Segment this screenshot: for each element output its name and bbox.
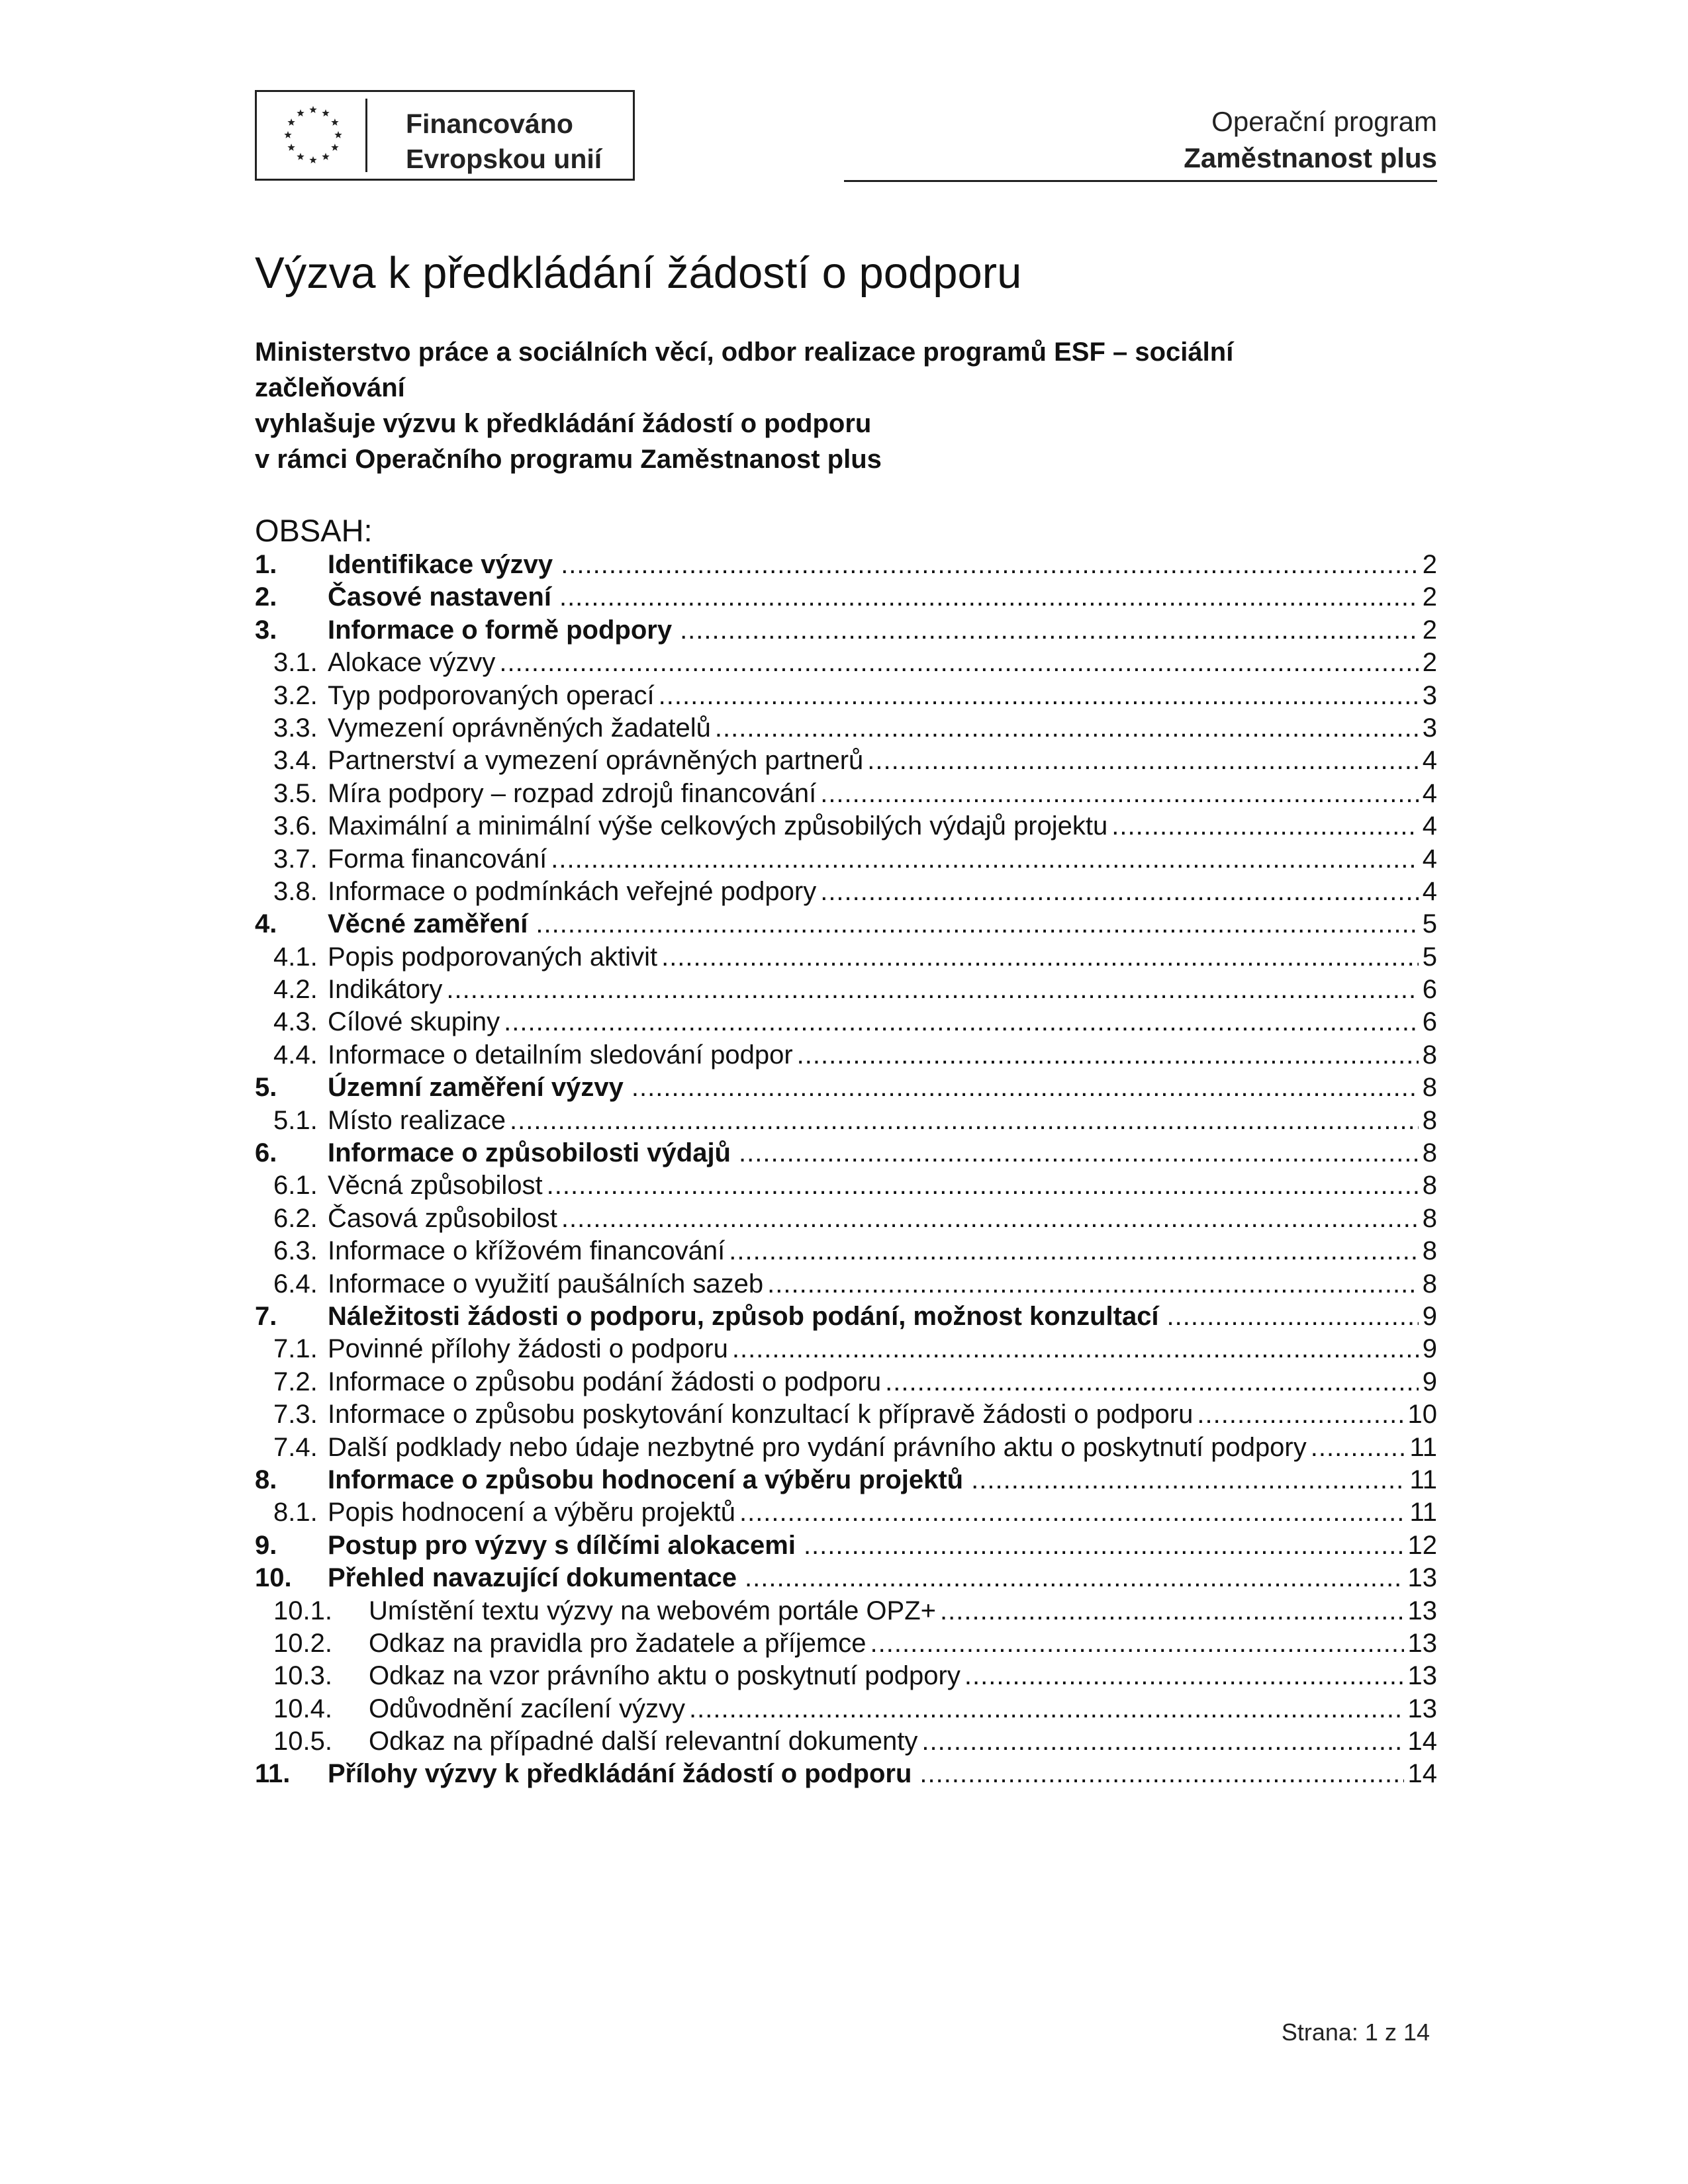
toc-entry-number: 3.3. bbox=[273, 713, 318, 743]
toc-dot-leader bbox=[559, 581, 1419, 614]
toc-entry[interactable] bbox=[255, 1300, 1437, 1333]
toc-entry-label: Postup pro výzvy s dílčími alokacemi bbox=[328, 1530, 796, 1560]
toc-entry-page: 8 bbox=[1422, 1138, 1437, 1168]
toc-entry-number: 10.1. bbox=[273, 1596, 332, 1625]
toc-entry-label: Cílové skupiny bbox=[328, 1007, 500, 1037]
toc-entry-label: Maximální a minimální výše celkových způsobilých výdajů projektu bbox=[328, 811, 1108, 841]
toc-entry-number: 4. bbox=[255, 909, 277, 939]
toc-entry-number: 10.4. bbox=[273, 1694, 332, 1723]
toc-entry[interactable] bbox=[255, 1039, 1437, 1071]
toc-entry-page: 12 bbox=[1407, 1530, 1437, 1560]
toc-entry[interactable] bbox=[255, 941, 1437, 974]
toc-entry-page: 11 bbox=[1409, 1498, 1437, 1527]
toc-entry[interactable] bbox=[255, 1366, 1437, 1398]
toc-entry-page: 2 bbox=[1422, 550, 1437, 579]
toc-entry-page: 3 bbox=[1422, 680, 1437, 710]
toc-entry[interactable] bbox=[255, 1071, 1437, 1104]
toc-entry-page: 11 bbox=[1409, 1432, 1437, 1462]
toc-entry-label: Povinné přílohy žádosti o podporu bbox=[328, 1334, 728, 1364]
toc-dot-leader bbox=[767, 1268, 1419, 1300]
toc-dot-leader bbox=[919, 1758, 1403, 1790]
toc-entry-label: Vymezení oprávněných žadatelů bbox=[328, 713, 711, 743]
toc-entry[interactable] bbox=[255, 1398, 1437, 1431]
toc-dot-leader bbox=[536, 908, 1418, 940]
toc-dot-leader bbox=[499, 647, 1418, 679]
toc-entry-label: Přílohy výzvy k předkládání žádostí o podporu bbox=[328, 1759, 912, 1789]
intro-line1: Ministerstvo práce a sociálních věcí, odbor realizace programů ESF – sociální začleňování bbox=[255, 338, 1234, 402]
toc-entry-number: 5.1. bbox=[273, 1105, 318, 1135]
toc-entry[interactable] bbox=[255, 778, 1437, 810]
toc-entry[interactable] bbox=[255, 549, 1437, 581]
toc-entry[interactable] bbox=[255, 1432, 1437, 1464]
toc-entry-number: 2. bbox=[255, 582, 277, 612]
toc-entry-number: 8. bbox=[255, 1465, 277, 1494]
toc-dot-leader bbox=[661, 941, 1419, 974]
header-rule bbox=[844, 180, 1437, 182]
toc-entry-page: 13 bbox=[1407, 1694, 1437, 1723]
toc-entry-label: Partnerství a vymezení oprávněných partnerů bbox=[328, 746, 864, 776]
toc-entry-number: 8.1. bbox=[273, 1498, 318, 1527]
toc-entry-number: 7.3. bbox=[273, 1400, 318, 1430]
toc-entry[interactable] bbox=[255, 1595, 1437, 1627]
eu-logo-text bbox=[406, 107, 602, 177]
intro-line3: v rámci Operačního programu Zaměstnanost plus bbox=[255, 445, 882, 474]
toc-entry-label: Forma financování bbox=[328, 844, 547, 874]
toc-entry[interactable] bbox=[255, 1333, 1437, 1365]
toc-entry-page: 2 bbox=[1422, 648, 1437, 678]
toc-entry[interactable] bbox=[255, 876, 1437, 908]
toc-entry-label: Informace o detailním sledování podpor bbox=[328, 1040, 793, 1069]
toc-entry[interactable] bbox=[255, 1660, 1437, 1692]
toc-entry-number: 3. bbox=[255, 615, 277, 645]
toc-entry[interactable] bbox=[255, 908, 1437, 940]
toc-entry-number: 11. bbox=[255, 1759, 291, 1789]
toc-entry-page: 10 bbox=[1407, 1400, 1437, 1430]
toc-dot-leader bbox=[729, 1235, 1418, 1267]
toc-entry-page: 9 bbox=[1422, 1334, 1437, 1364]
table-of-contents bbox=[255, 549, 1437, 1791]
toc-entry-label: Informace o využití paušálních sazeb bbox=[328, 1269, 764, 1298]
toc-entry-page: 2 bbox=[1422, 582, 1437, 612]
toc-dot-leader bbox=[804, 1529, 1404, 1562]
intro-paragraph bbox=[255, 334, 1314, 477]
toc-dot-leader bbox=[561, 1203, 1419, 1235]
eu-star-icon bbox=[284, 131, 291, 138]
toc-entry-label: Územní zaměření výzvy bbox=[328, 1073, 624, 1103]
toc-dot-leader bbox=[739, 1137, 1419, 1169]
toc-entry-label: Věcné zaměření bbox=[328, 909, 528, 939]
toc-entry-number: 3.8. bbox=[273, 876, 318, 906]
toc-dot-leader bbox=[921, 1725, 1403, 1758]
toc-entry-label: Informace o způsobu poskytování konzultací k přípravě žádosti o podporu bbox=[328, 1400, 1194, 1430]
toc-entry-label: Alokace výzvy bbox=[328, 648, 496, 678]
toc-entry-number: 7.4. bbox=[273, 1432, 318, 1462]
toc-entry[interactable] bbox=[255, 843, 1437, 876]
toc-entry-label: Přehled navazující dokumentace bbox=[328, 1563, 737, 1593]
toc-entry-page: 6 bbox=[1422, 1007, 1437, 1037]
toc-dot-leader bbox=[820, 876, 1419, 908]
toc-entry[interactable] bbox=[255, 1725, 1437, 1758]
toc-entry-page: 4 bbox=[1422, 811, 1437, 841]
toc-entry-label: Odkaz na vzor právního aktu o poskytnutí podpory bbox=[369, 1661, 961, 1691]
toc-dot-leader bbox=[659, 680, 1419, 712]
toc-entry-label: Další podklady nebo údaje nezbytné pro vydání právního aktu o poskytnutí podpory bbox=[328, 1432, 1307, 1462]
toc-entry[interactable] bbox=[255, 1529, 1437, 1562]
eu-star-icon bbox=[287, 118, 295, 126]
toc-entry[interactable] bbox=[255, 1562, 1437, 1594]
toc-dot-leader bbox=[551, 843, 1418, 876]
toc-dot-leader bbox=[632, 1071, 1419, 1104]
toc-entry-number: 7. bbox=[255, 1301, 277, 1331]
toc-entry-number: 10.2. bbox=[273, 1628, 332, 1658]
toc-dot-leader bbox=[561, 549, 1419, 581]
toc-entry[interactable] bbox=[255, 647, 1437, 679]
eu-star-icon bbox=[334, 131, 342, 138]
toc-entry[interactable] bbox=[255, 974, 1437, 1006]
toc-entry[interactable] bbox=[255, 745, 1437, 777]
eu-star-icon bbox=[331, 118, 338, 126]
toc-entry-label: Odkaz na případné další relevantní dokumenty bbox=[369, 1727, 918, 1756]
toc-entry-page: 8 bbox=[1422, 1171, 1437, 1201]
eu-logo-line2: Evropskou unií bbox=[406, 144, 602, 174]
toc-entry[interactable] bbox=[255, 1105, 1437, 1137]
toc-entry-number: 6.3. bbox=[273, 1236, 318, 1266]
eu-star-icon bbox=[287, 144, 295, 151]
toc-dot-leader bbox=[1111, 810, 1418, 842]
toc-entry-number: 6.2. bbox=[273, 1203, 318, 1233]
toc-entry[interactable] bbox=[255, 1464, 1437, 1496]
toc-entry-number: 6.1. bbox=[273, 1171, 318, 1201]
toc-entry-number: 4.2. bbox=[273, 975, 318, 1005]
toc-entry[interactable] bbox=[255, 1496, 1437, 1529]
eu-star-icon bbox=[297, 153, 304, 160]
toc-dot-leader bbox=[732, 1333, 1419, 1365]
toc-entry-number: 6.4. bbox=[273, 1269, 318, 1298]
toc-entry-page: 11 bbox=[1409, 1465, 1437, 1494]
toc-entry-label: Odůvodnění zacílení výzvy bbox=[369, 1694, 686, 1723]
toc-entry-label: Věcná způsobilost bbox=[328, 1171, 543, 1201]
op-logo-line1: Operační program bbox=[1211, 106, 1437, 137]
toc-entry-page: 8 bbox=[1422, 1040, 1437, 1069]
toc-entry[interactable] bbox=[255, 1169, 1437, 1202]
toc-entry-number: 7.1. bbox=[273, 1334, 318, 1364]
toc-entry-page: 8 bbox=[1422, 1073, 1437, 1103]
toc-heading: OBSAH: bbox=[255, 513, 373, 548]
toc-entry-number: 3.4. bbox=[273, 746, 318, 776]
toc-entry-label: Časové nastavení bbox=[328, 582, 551, 612]
toc-dot-leader bbox=[446, 974, 1418, 1006]
eu-star-icon bbox=[322, 153, 329, 160]
toc-entry[interactable] bbox=[255, 1268, 1437, 1300]
toc-entry-label: Místo realizace bbox=[328, 1105, 506, 1135]
eu-logo-line1: Financováno bbox=[406, 109, 573, 139]
toc-dot-leader bbox=[547, 1169, 1419, 1202]
toc-entry-label: Identifikace výzvy bbox=[328, 550, 553, 579]
toc-dot-leader bbox=[971, 1464, 1405, 1496]
op-logo-line2: Zaměstnanost plus bbox=[1184, 142, 1437, 173]
toc-entry-page: 4 bbox=[1422, 746, 1437, 776]
toc-dot-leader bbox=[689, 1693, 1403, 1725]
toc-entry-page: 13 bbox=[1407, 1596, 1437, 1625]
toc-entry-number: 9. bbox=[255, 1530, 277, 1560]
toc-entry-page: 4 bbox=[1422, 876, 1437, 906]
toc-entry-page: 5 bbox=[1422, 909, 1437, 939]
toc-entry-label: Informace o způsobilosti výdajů bbox=[328, 1138, 731, 1168]
toc-entry-label: Informace o podmínkách veřejné podpory bbox=[328, 876, 817, 906]
toc-entry-page: 8 bbox=[1422, 1236, 1437, 1266]
page-title: Výzva k předkládání žádostí o podporu bbox=[255, 248, 1022, 298]
eu-star-icon bbox=[331, 144, 338, 151]
toc-entry-page: 8 bbox=[1422, 1105, 1437, 1135]
toc-dot-leader bbox=[867, 745, 1418, 777]
toc-entry-page: 4 bbox=[1422, 844, 1437, 874]
eu-star-icon bbox=[322, 109, 329, 116]
toc-dot-leader bbox=[1167, 1300, 1419, 1333]
toc-entry-label: Popis podporovaných aktivit bbox=[328, 942, 658, 972]
toc-entry-page: 9 bbox=[1422, 1301, 1437, 1331]
intro-line2: vyhlašuje výzvu k předkládání žádostí o podporu bbox=[255, 409, 872, 438]
toc-entry[interactable] bbox=[255, 1137, 1437, 1169]
toc-entry-number: 10.3. bbox=[273, 1661, 332, 1691]
toc-entry[interactable] bbox=[255, 1758, 1437, 1790]
toc-entry-page: 9 bbox=[1422, 1367, 1437, 1396]
toc-entry-number: 4.3. bbox=[273, 1007, 318, 1037]
toc-dot-leader bbox=[940, 1595, 1403, 1627]
toc-entry-page: 14 bbox=[1407, 1759, 1437, 1789]
toc-entry-number: 3.7. bbox=[273, 844, 318, 874]
toc-entry-label: Informace o formě podpory bbox=[328, 615, 673, 645]
toc-entry[interactable] bbox=[255, 1627, 1437, 1660]
toc-entry-label: Typ podporovaných operací bbox=[328, 680, 655, 710]
toc-entry[interactable] bbox=[255, 1203, 1437, 1235]
toc-entry-label: Informace o způsobu podání žádosti o podporu bbox=[328, 1367, 882, 1396]
page-number: Strana: 1 z 14 bbox=[1281, 2019, 1430, 2046]
toc-entry-label: Umístění textu výzvy na webovém portále OPZ+ bbox=[369, 1596, 937, 1625]
toc-entry-page: 2 bbox=[1422, 615, 1437, 645]
toc-entry-number: 1. bbox=[255, 550, 277, 579]
toc-entry-number: 10. bbox=[255, 1563, 292, 1593]
toc-entry-label: Náležitosti žádosti o podporu, způsob podání, možnost konzultací bbox=[328, 1301, 1159, 1331]
eu-star-icon bbox=[309, 156, 316, 163]
toc-entry-label: Informace o křížovém financování bbox=[328, 1236, 726, 1266]
toc-entry-label: Indikátory bbox=[328, 975, 443, 1005]
toc-entry-number: 7.2. bbox=[273, 1367, 318, 1396]
eu-flag-icon bbox=[263, 99, 367, 172]
toc-entry-page: 4 bbox=[1422, 778, 1437, 808]
toc-dot-leader bbox=[1197, 1398, 1403, 1431]
toc-dot-leader bbox=[745, 1562, 1404, 1594]
toc-entry-label: Časová způsobilost bbox=[328, 1203, 557, 1233]
toc-entry-number: 3.2. bbox=[273, 680, 318, 710]
toc-entry-label: Odkaz na pravidla pro žadatele a příjemce bbox=[369, 1628, 867, 1658]
toc-entry-number: 4.4. bbox=[273, 1040, 318, 1069]
toc-entry-number: 5. bbox=[255, 1073, 277, 1103]
toc-entry-page: 8 bbox=[1422, 1203, 1437, 1233]
toc-entry-page: 13 bbox=[1407, 1661, 1437, 1691]
toc-dot-leader bbox=[510, 1105, 1419, 1137]
toc-dot-leader bbox=[504, 1006, 1419, 1038]
toc-dot-leader bbox=[739, 1496, 1406, 1529]
toc-entry-label: Informace o způsobu hodnocení a výběru projektů bbox=[328, 1465, 964, 1494]
toc-dot-leader bbox=[964, 1660, 1404, 1692]
toc-entry-label: Popis hodnocení a výběru projektů bbox=[328, 1498, 735, 1527]
toc-entry-number: 3.6. bbox=[273, 811, 318, 841]
toc-dot-leader bbox=[1311, 1432, 1406, 1464]
toc-entry-page: 14 bbox=[1407, 1727, 1437, 1756]
toc-entry-page: 13 bbox=[1407, 1563, 1437, 1593]
toc-entry[interactable] bbox=[255, 712, 1437, 745]
toc-entry-page: 8 bbox=[1422, 1269, 1437, 1298]
toc-entry-page: 6 bbox=[1422, 975, 1437, 1005]
toc-entry-number: 6. bbox=[255, 1138, 277, 1168]
toc-dot-leader bbox=[885, 1366, 1419, 1398]
toc-entry[interactable] bbox=[255, 810, 1437, 842]
toc-entry-page: 3 bbox=[1422, 713, 1437, 743]
toc-dot-leader bbox=[715, 712, 1419, 745]
toc-entry-number: 4.1. bbox=[273, 942, 318, 972]
toc-entry-label: Míra podpory – rozpad zdrojů financování bbox=[328, 778, 817, 808]
toc-entry[interactable] bbox=[255, 1693, 1437, 1725]
eu-funding-logo bbox=[255, 90, 635, 181]
toc-dot-leader bbox=[870, 1627, 1404, 1660]
toc-entry[interactable] bbox=[255, 1006, 1437, 1038]
toc-dot-leader bbox=[680, 614, 1419, 647]
toc-entry-number: 3.5. bbox=[273, 778, 318, 808]
toc-entry-page: 5 bbox=[1422, 942, 1437, 972]
toc-entry-page: 13 bbox=[1407, 1628, 1437, 1658]
toc-dot-leader bbox=[797, 1039, 1419, 1071]
toc-entry[interactable] bbox=[255, 581, 1437, 614]
eu-star-icon bbox=[297, 109, 304, 116]
toc-entry[interactable] bbox=[255, 680, 1437, 712]
toc-entry[interactable] bbox=[255, 1235, 1437, 1267]
toc-entry[interactable] bbox=[255, 614, 1437, 647]
eu-star-icon bbox=[309, 106, 316, 113]
toc-entry-number: 10.5. bbox=[273, 1727, 332, 1756]
toc-entry-number: 3.1. bbox=[273, 648, 318, 678]
toc-dot-leader bbox=[820, 778, 1419, 810]
operational-programme-logo bbox=[844, 103, 1437, 176]
